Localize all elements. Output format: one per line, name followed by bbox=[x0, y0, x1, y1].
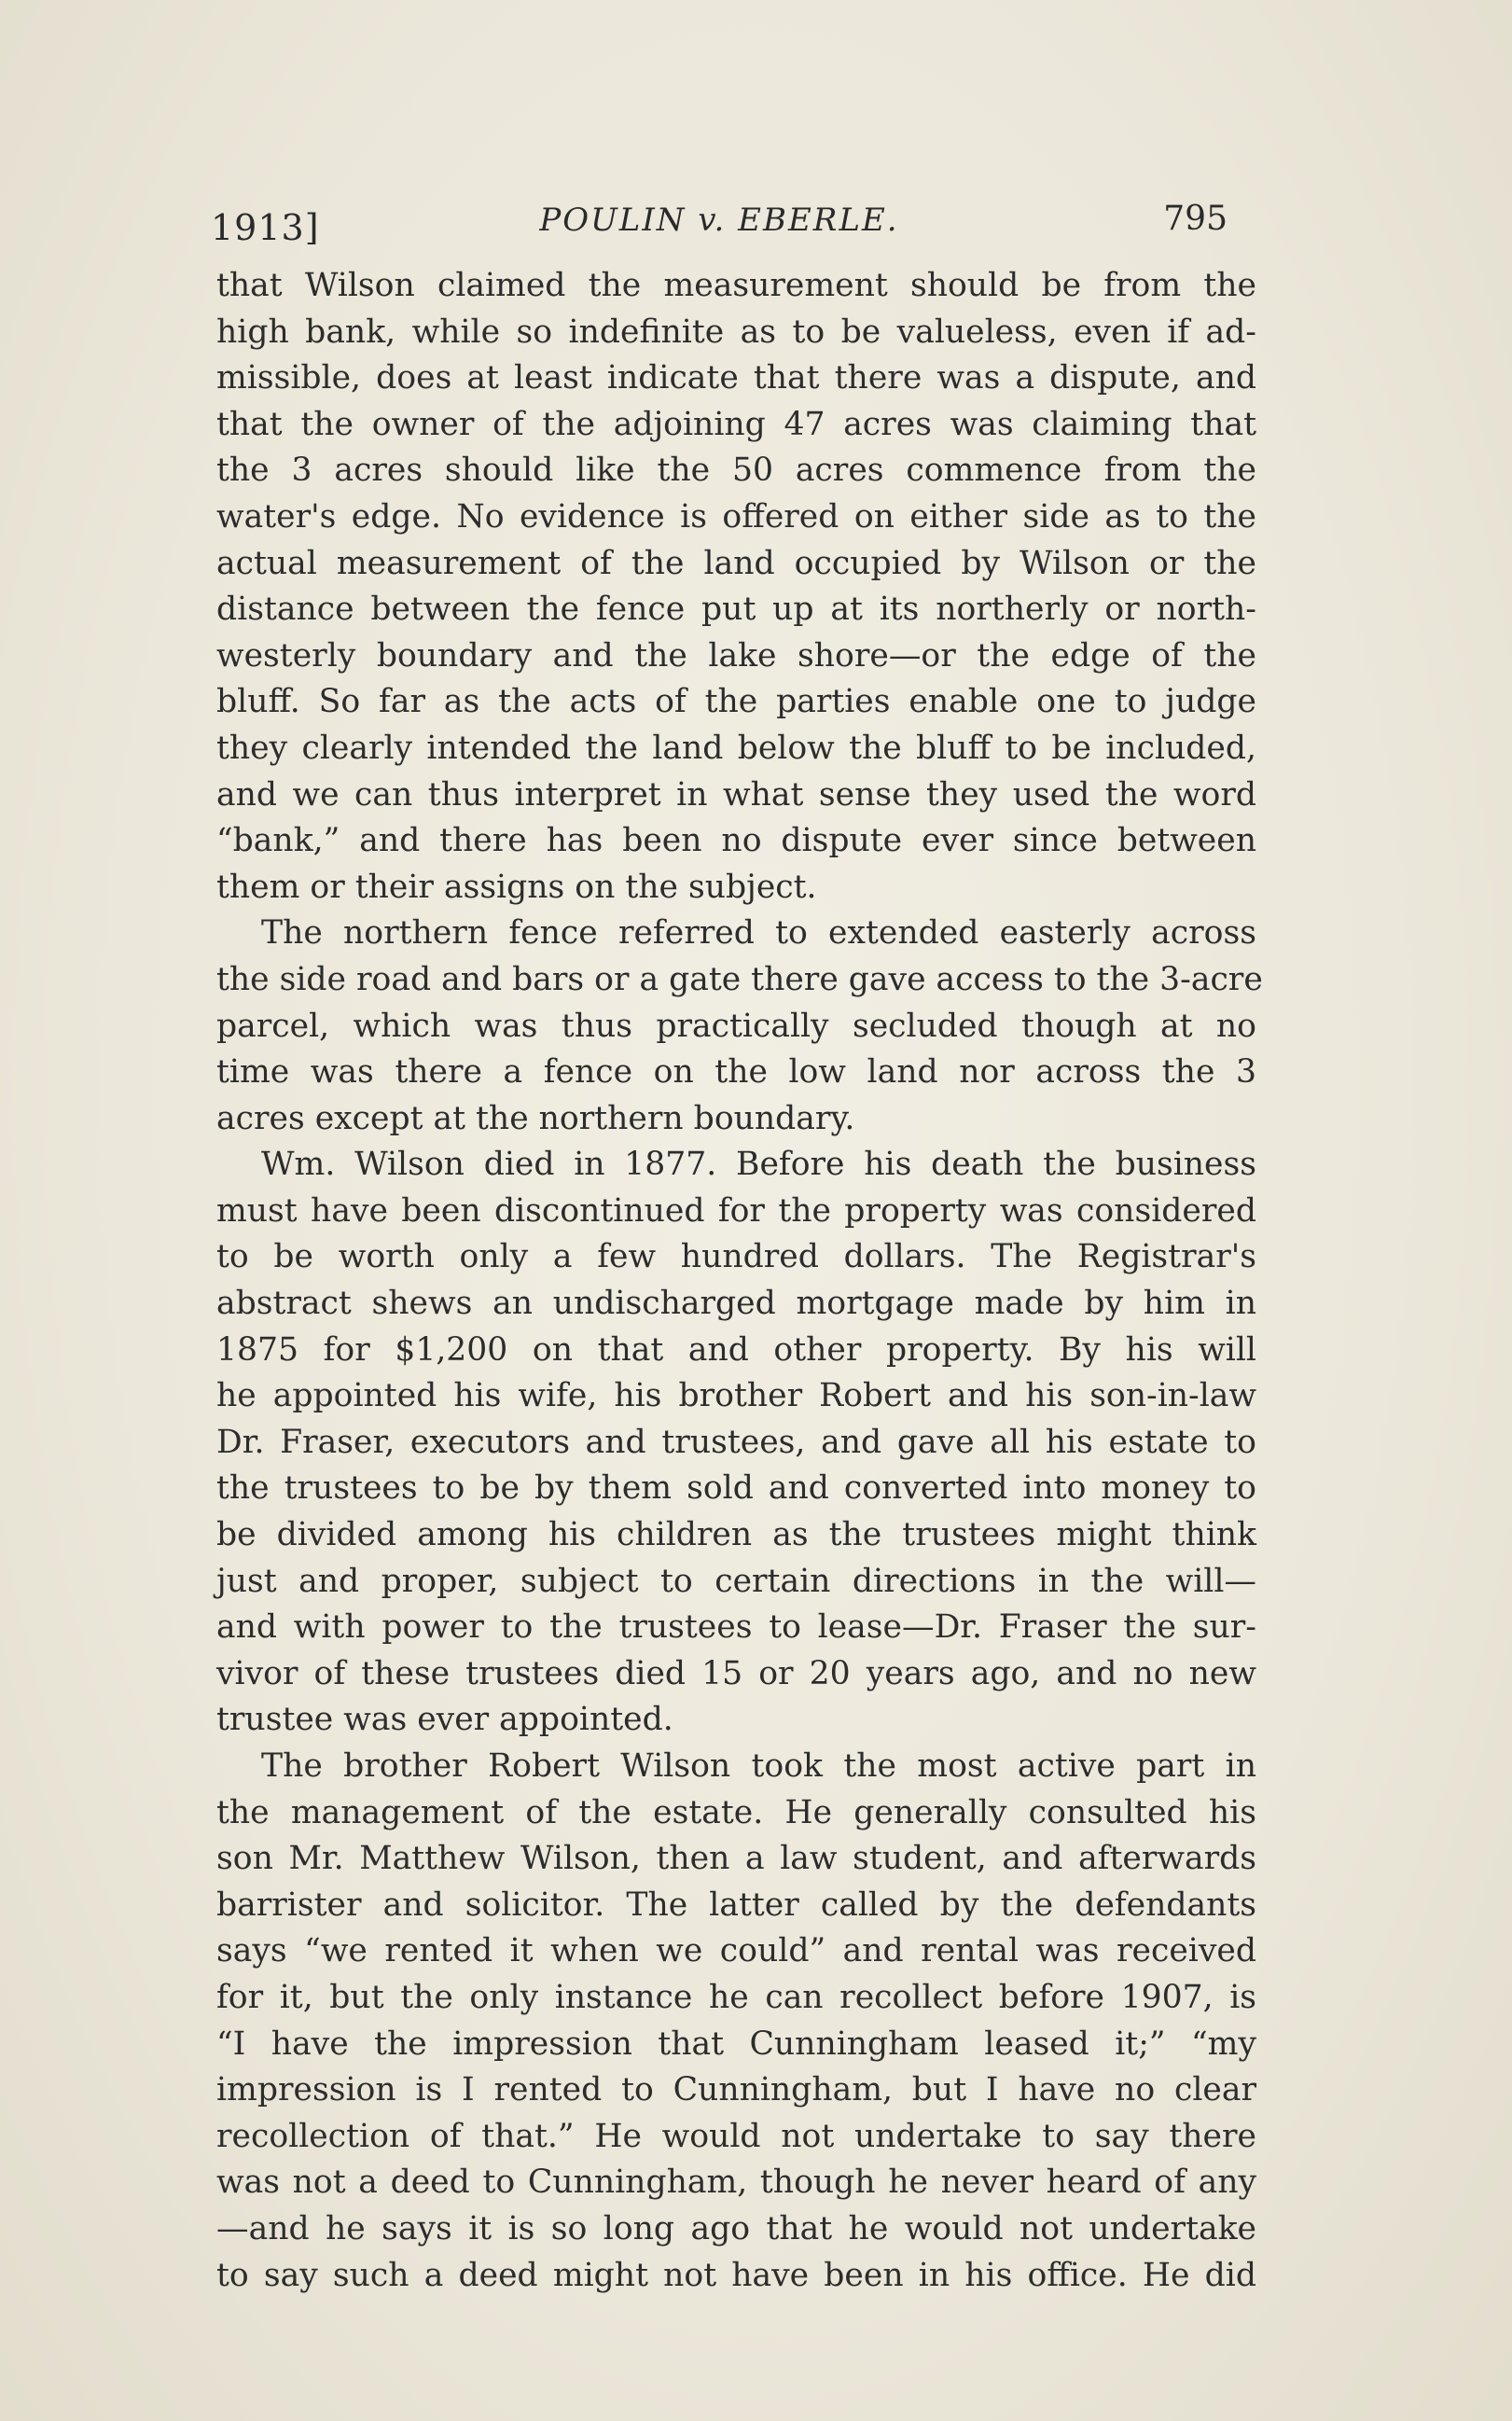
text-line: the side road and bars or a gate there gave access to the 3-acre bbox=[216, 960, 1263, 998]
text-line: distance between the fence put up at its northerly or north- bbox=[216, 591, 1256, 629]
text-line: parcel, which was thus practically secluded though at no bbox=[216, 1007, 1256, 1045]
text-line: the 3 acres should like the 50 acres commence from the bbox=[216, 452, 1256, 490]
text-line: to say such a deed might not have been in his office. He did bbox=[216, 2256, 1256, 2294]
text-line: “I have the impression that Cunningham leased it;” “my bbox=[216, 2024, 1256, 2063]
text-line: —and he says it is so long ago that he would not undertake bbox=[216, 2209, 1256, 2247]
text-line: he appointed his wife, his brother Robert and his son-in-law bbox=[216, 1377, 1256, 1415]
text-line: must have been discontinued for the property was considered bbox=[216, 1191, 1256, 1230]
text-line: says “we rented it when we could” and rental was received bbox=[216, 1932, 1256, 1970]
text-line: high bank, while so indefinite as to be valueless, even if ad- bbox=[216, 313, 1256, 351]
text-line: missible, does at least indicate that there was a dispute, and bbox=[216, 359, 1256, 397]
text-line: vivor of these trustees died 15 or 20 years ago, and no new bbox=[216, 1654, 1256, 1692]
text-line: recollection of that.” He would not undertake to say there bbox=[216, 2117, 1256, 2155]
text-line: actual measurement of the land occupied by Wilson or the bbox=[216, 544, 1256, 582]
text-line: them or their assigns on the subject. bbox=[216, 868, 817, 906]
text-line: that the owner of the adjoining 47 acres was claiming that bbox=[216, 405, 1256, 443]
text-line: The northern fence referred to extended easterly across bbox=[261, 914, 1256, 953]
text-line: trustee was ever appointed. bbox=[216, 1701, 673, 1739]
text-line: to be worth only a few hundred dollars. The Registrar's bbox=[216, 1238, 1256, 1276]
text-line: the trustees to be by them sold and converted into money to bbox=[216, 1469, 1256, 1508]
page-number: 795 bbox=[1163, 200, 1228, 238]
running-header bbox=[211, 196, 1228, 252]
text-line: just and proper, subject to certain directions in the will— bbox=[216, 1562, 1256, 1600]
text-line: impression is I rented to Cunningham, but I have no clear bbox=[216, 2071, 1256, 2109]
text-line: son Mr. Matthew Wilson, then a law student, and afterwards bbox=[216, 1840, 1256, 1878]
text-line: Wm. Wilson died in 1877. Before his death the business bbox=[261, 1146, 1256, 1184]
text-line: the management of the estate. He generally consulted his bbox=[216, 1793, 1256, 1831]
paragraph bbox=[216, 1744, 1256, 2299]
text-line: barrister and solicitor. The latter called by the defendants bbox=[216, 1885, 1256, 1924]
header-case-title: POULIN v. EBERLE. bbox=[539, 202, 899, 239]
text-line: westerly boundary and the lake shore—or the edge of the bbox=[216, 636, 1256, 675]
header-year: 1913] bbox=[211, 207, 320, 248]
text-line: acres except at the northern boundary. bbox=[216, 1099, 855, 1137]
paragraph bbox=[216, 911, 1263, 1142]
text-line: water's edge. No evidence is offered on either side as to the bbox=[216, 497, 1256, 536]
text-line: and we can thus interpret in what sense they used the word bbox=[216, 775, 1256, 814]
text-line: was not a deed to Cunningham, though he never heard of any bbox=[216, 2164, 1256, 2202]
paragraph bbox=[216, 263, 1256, 911]
text-line: time was there a fence on the low land nor across the 3 bbox=[216, 1053, 1256, 1092]
text-line: Dr. Fraser, executors and trustees, and gave all his estate to bbox=[216, 1423, 1256, 1461]
text-line: abstract shews an undischarged mortgage made by him in bbox=[216, 1285, 1256, 1323]
text-line: they clearly intended the land below the bluff to be included, bbox=[216, 729, 1256, 767]
paragraph bbox=[216, 1142, 1256, 1744]
text-line: be divided among his children as the trustees might think bbox=[216, 1516, 1256, 1554]
text-line: The brother Robert Wilson took the most active part in bbox=[261, 1747, 1256, 1785]
text-line: that Wilson claimed the measurement should be from the bbox=[216, 267, 1256, 304]
body-text bbox=[216, 263, 1263, 2299]
text-line: 1875 for $1,200 on that and other property. By his will bbox=[216, 1330, 1256, 1369]
text-line: bluff. So far as the acts of the parties enable one to judge bbox=[216, 683, 1256, 721]
text-line: and with power to the trustees to lease—Dr. Fraser the sur- bbox=[216, 1608, 1256, 1647]
text-line: for it, but the only instance he can recollect before 1907, is bbox=[216, 1978, 1256, 2016]
text-line: “bank,” and there has been no dispute ever since between bbox=[216, 822, 1256, 860]
